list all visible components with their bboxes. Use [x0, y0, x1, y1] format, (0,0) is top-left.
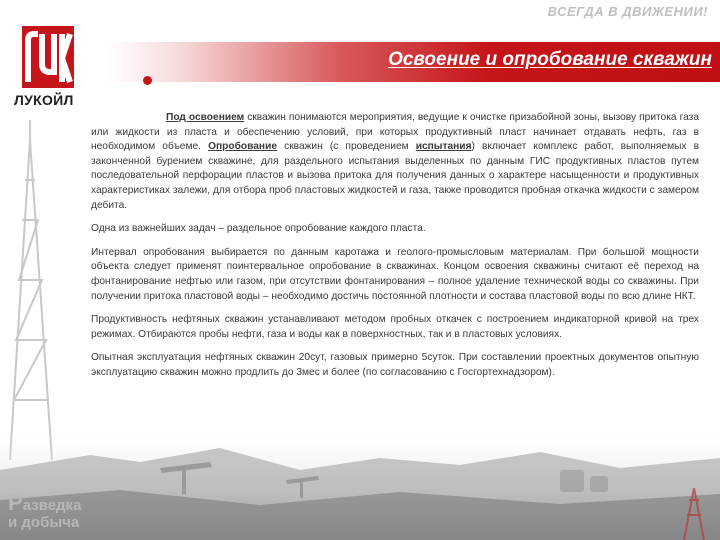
paragraph-trial-operation: Опытная эксплуатация нефтяных скважин 20сут, газовых примерно 5суток. При составлении проектных документов опытную эксплуатацию скважин можно продлить до 3мес и более (по согласованию с Госгортехнадзором). — [91, 352, 699, 378]
logo-letters: ЛУК — [45, 84, 51, 88]
paragraph-productivity: Продуктивность нефтяных скважин устанавливают методом пробных откачек с построением индикаторной кривой на трех режимах. Отбираются пробы нефти, газа и воды как в поверхностных, так и в пластовых условиях. — [91, 314, 699, 340]
lukoil-logo-icon — [22, 26, 74, 88]
slide-title: Освоение и опробование скважин — [388, 49, 712, 70]
paragraph-text: ) включает комплекс работ, выполняемых в законченной бурением скважине, для раздельного испытания выделенных по данным ГИС продуктивных пластов путем последовательной перфорации пластов и вызова притока для получения данных о характере насыщенности и продуктивных характеристиках залежи, для отбора проб пластовых жидкостей и газа, также проводится пробная откачка жидкости с замером дебита. — [91, 141, 700, 211]
term-oprobovanie: Опробование — [208, 141, 277, 153]
brand-name: ЛУКОЙЛ — [14, 92, 74, 108]
slide-body — [91, 111, 699, 390]
footer-line2: и добыча — [8, 514, 80, 531]
footer-line1: азведка — [22, 497, 82, 514]
paragraph-definition — [91, 111, 699, 213]
footer-division-label — [8, 490, 82, 531]
paragraph-text: скважин понимаются мероприятия, ведущие к очистке призабойной зоны, вызову притока газа или жидкости из пласта и обеспечению условий, при которых продуктивный пласт начинает отдавать нефть, газ в необходимом объеме. — [91, 112, 699, 153]
footer-initial: Р — [8, 490, 23, 515]
corporate-tagline: ВСЕГДА В ДВИЖЕНИИ! — [547, 4, 708, 19]
paragraph-text: скважин (с проведением — [277, 141, 416, 153]
paragraph-task: Одна из важнейших задач – раздельное опробование каждого пласта. — [91, 223, 426, 235]
derrick-left-icon — [10, 120, 52, 460]
term-osvoenie: Под освоением — [166, 112, 245, 123]
accent-dot — [143, 76, 152, 85]
term-ispytaniya: испытания — [415, 141, 472, 153]
paragraph-interval: Интервал опробования выбирается по данным каротажа и геолого-промысловым материалам. При большой мощности объекта следует применят поинтервальное опробование в скважинах. Концом освоения скважины считают её переход на фонтанирование нефтью или газом, при отсутствии фонтанирования – полное удаление технической воды со скважины. При получении притока пластовой воды – необходимо достичь постоянной плотности и состава пластовой воды по всю длине НКТ. — [91, 246, 699, 302]
